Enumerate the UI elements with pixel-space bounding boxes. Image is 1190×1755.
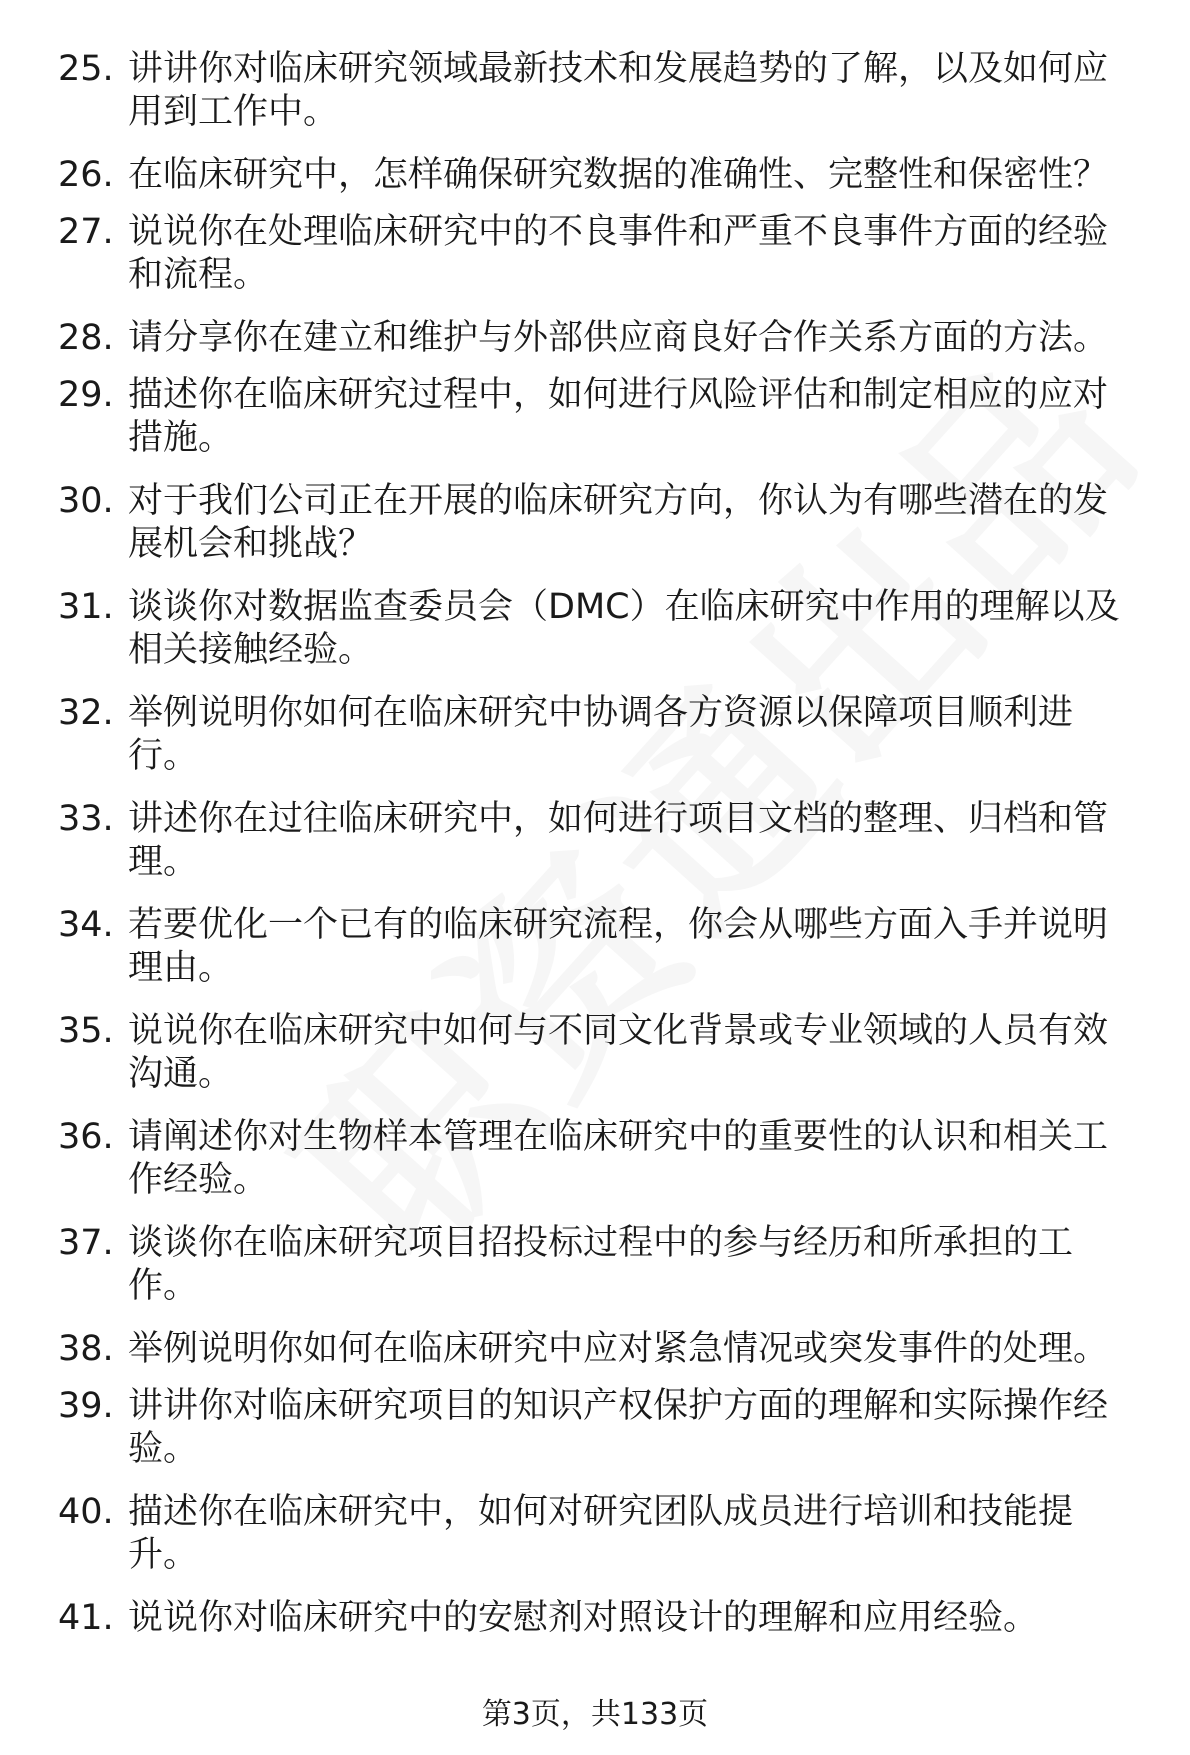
question-text: 讲述你在过往临床研究中，如何进行项目文档的整理、归档和管理。 xyxy=(128,799,1109,882)
question-number: 25. xyxy=(58,49,114,89)
question-item xyxy=(0,1385,1190,1471)
question-item xyxy=(0,1010,1190,1096)
question-text: 描述你在临床研究过程中，如何进行风险评估和制定相应的应对措施。 xyxy=(128,375,1109,458)
question-number: 32. xyxy=(58,693,114,733)
page-number: 第3页，共133页 xyxy=(481,1697,709,1732)
question-text: 讲讲你对临床研究项目的知识产权保护方面的理解和实际操作经验。 xyxy=(128,1386,1109,1469)
question-item xyxy=(0,904,1190,990)
question-item xyxy=(0,374,1190,460)
question-number: 41. xyxy=(58,1598,114,1638)
question-text: 谈谈你在临床研究项目招投标过程中的参与经历和所承担的工作。 xyxy=(128,1223,1074,1306)
question-text: 描述你在临床研究中，如何对研究团队成员进行培训和技能提升。 xyxy=(128,1492,1074,1575)
question-text: 讲讲你对临床研究领域最新技术和发展趋势的了解，以及如何应用到工作中。 xyxy=(128,49,1109,132)
question-number: 29. xyxy=(58,375,114,415)
question-item xyxy=(0,1222,1190,1308)
question-item xyxy=(0,586,1190,672)
question-item xyxy=(0,1328,1190,1371)
question-number: 37. xyxy=(58,1223,114,1263)
question-item xyxy=(0,48,1190,134)
question-item xyxy=(0,480,1190,566)
question-text: 若要优化一个已有的临床研究流程，你会从哪些方面入手并说明理由。 xyxy=(128,905,1109,988)
question-item xyxy=(0,154,1190,197)
question-number: 27. xyxy=(58,212,114,252)
question-text: 举例说明你如何在临床研究中协调各方资源以保障项目顺利进行。 xyxy=(128,693,1074,776)
question-number: 30. xyxy=(58,481,114,521)
question-text: 谈谈你对数据监查委员会（DMC）在临床研究中作用的理解以及相关接触经验。 xyxy=(128,587,1120,670)
question-text: 说说你对临床研究中的安慰剂对照设计的理解和应用经验。 xyxy=(128,1598,1039,1638)
question-item xyxy=(0,1597,1190,1640)
question-number: 26. xyxy=(58,155,114,195)
question-number: 35. xyxy=(58,1011,114,1051)
question-text: 请分享你在建立和维护与外部供应商良好合作关系方面的方法。 xyxy=(128,318,1109,358)
question-number: 34. xyxy=(58,905,114,945)
question-item xyxy=(0,211,1190,297)
question-text: 举例说明你如何在临床研究中应对紧急情况或突发事件的处理。 xyxy=(128,1329,1109,1369)
question-item xyxy=(0,798,1190,884)
question-item xyxy=(0,692,1190,778)
question-number: 36. xyxy=(58,1117,114,1157)
question-list xyxy=(0,48,1190,1640)
question-item xyxy=(0,317,1190,360)
question-number: 33. xyxy=(58,799,114,839)
question-text: 请阐述你对生物样本管理在临床研究中的重要性的认识和相关工作经验。 xyxy=(128,1117,1109,1200)
question-text: 在临床研究中，怎样确保研究数据的准确性、完整性和保密性？ xyxy=(128,155,1109,195)
question-number: 31. xyxy=(58,587,114,627)
question-text: 说说你在临床研究中如何与不同文化背景或专业领域的人员有效沟通。 xyxy=(128,1011,1109,1094)
question-item xyxy=(0,1491,1190,1577)
question-number: 38. xyxy=(58,1329,114,1369)
question-text: 对于我们公司正在开展的临床研究方向，你认为有哪些潜在的发展机会和挑战？ xyxy=(128,481,1109,564)
question-number: 39. xyxy=(58,1386,114,1426)
question-number: 28. xyxy=(58,318,114,358)
question-number: 40. xyxy=(58,1492,114,1532)
question-item xyxy=(0,1116,1190,1202)
question-text: 说说你在处理临床研究中的不良事件和严重不良事件方面的经验和流程。 xyxy=(128,212,1109,295)
